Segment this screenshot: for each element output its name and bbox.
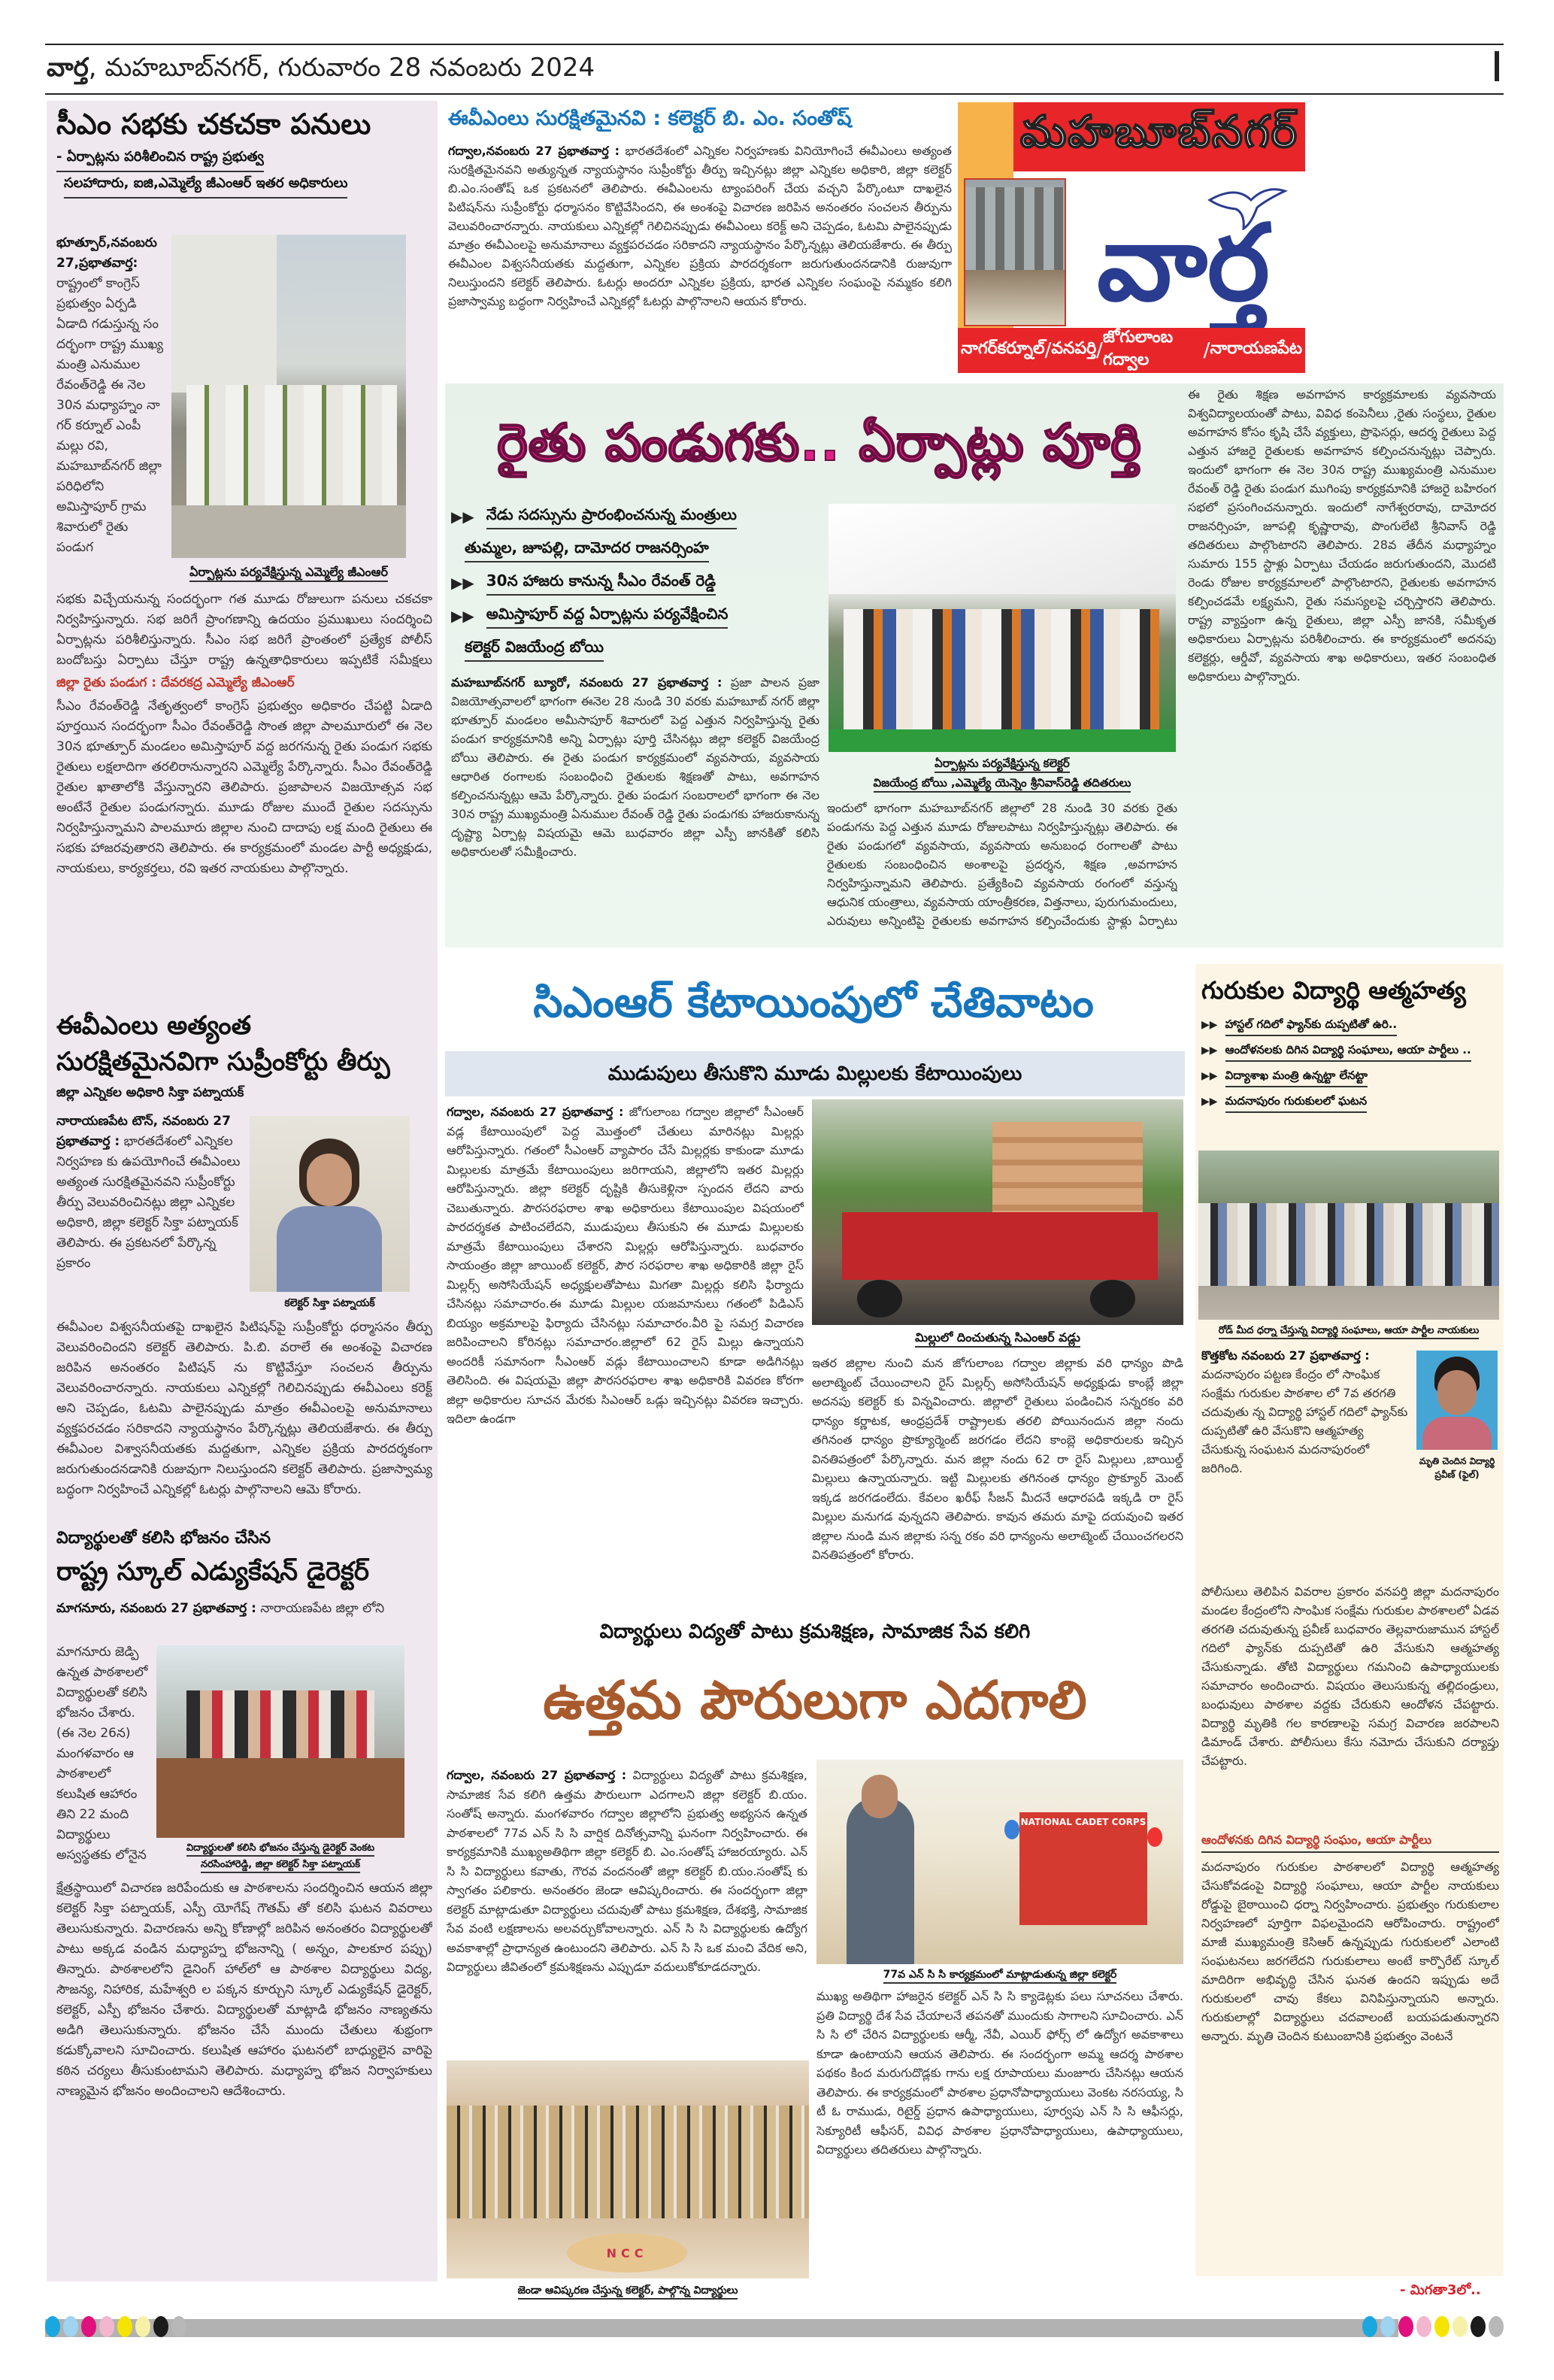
headline: ఉత్తమ పౌరులుగా ఎదగాలి <box>543 1669 1087 1731</box>
registration-dot <box>1434 2316 1449 2337</box>
story-cm-sabha-body-2: సీఎం రేవంత్‌రెడ్డి నేతృత్వంలో కాంగ్రెస్ ప్రభుత్వం అధికారం చేపట్టి ఏడాది పూర్తయిన సందర్భంగా సీఎం రేవంత్‌రెడ్డి సొంత జిల్లా పాలమూరులో ఈ నెల 30న భూత్పూర్ మండలం అమిస్తాపూర్ వద్ద జరగనున్న రైతు పండుగ సభకు రైతులు లక్షలాదిగా తరలిరానున్నారని ఎమ్మెల్యే పేర్కొన్నారు. సీఎం రేవంత్‌రెడ్డి రైతుల ఖాతాలోకి వేస్తున్నారని తెలిపారు. ప్రజాపాలన విజయోత్సవ సభ అంటేనే రైతుల పండుగన్నారు. మూడు రోజుల ముందే రైతుల సదస్సును నిర్వహిస్తున్నామని పాలమూరు జిల్లాల నుంచి దాదాపు లక్ష మంది రైతులు ఈ సభకు హాజరవుతారని తెలిపారు. ఈ కార్యక్రమంలో మండల పార్టీ అధ్యక్షుడు, నాయకులు, కార్యకర్తలు, రవి ఇతర నాయకులు పాల్గొన్నారు. <box>56 699 432 876</box>
registration-dot <box>1380 2316 1395 2337</box>
bullet-item: తుమ్మల, జూపల్లి, దామోదర రాజనర్సింహ <box>451 538 819 562</box>
registration-marks-left <box>45 2316 189 2339</box>
story-rythu-body-right: ఈ రైతు శిక్షణ అవగాహన కార్యక్రమాలకు వ్యవసాయ విశ్వవిద్యాలయంతో పాటు, వివిధ కంపెనీలు ,రైతు సంస్థలు, రైతుల అవగాహన కోసం కృషి చేసే వ్యక్తులు, ప్రొఫెసర్లు, ఆదర్శ రైతులు పెద్ద ఎత్తున హాజరై రైతులకు అవగాహన కల్పించనున్నట్లు చెప్పారు. ఇందులో భాగంగా ఈ నెల 30న రాష్ట్ర ముఖ్యమంత్రి ఎనుముల రేవంత్ రెడ్డి రైతు పండుగ ముగింపు కార్యక్రమానికి హాజరై బహిరంగ సభలో ప్రసంగించనున్నారు. ఇందులో నాగేశ్వరరావు, దామోదర రాజనర్సింహ, జూపల్లి కృష్ణారావు, పొంగులేటి శ్రీనివాస్ రెడ్డి తదితరులు పాల్గొంటారని తెలిపారు. 28వ తేదీన మధ్యాహ్నం సుమారు 155 స్టాళ్లు ఏర్పాటు చేయడం జరుగుతుందని, మొదటి రెండు రోజుల కార్యక్రమాలలో పాల్గొంటారని, రైతులకు అవగాహన కల్పించడమే లక్ష్యమని, రైతు సమస్యలపై చర్చిస్తారని తెలిపారు. రాష్ట్ర వ్యాప్తంగా ఉన్న రైతులు, జిల్లా ఎస్పీ జానకి, సమీకృత అధికారులు ఏర్పాట్లను పరిశీలించారు. ఈ కార్యక్రమంలో అదనపు కలెక్టర్లు, ఆర్డీవో, వ్యవసాయ శాఖ అధికారులు, ఇతర సంబంధిత అధికారులు పాల్గొన్నారు. <box>1188 387 1496 684</box>
headline: సీఎం సభకు చకచకా పనులు <box>56 108 371 141</box>
portrait-caption: మృతి చెందిన విద్యార్థి ప్రవీణ్ (ఫైల్) <box>1419 1456 1495 1480</box>
double-arrow-icon: ▶▶ <box>1201 1096 1218 1108</box>
registration-dot <box>1453 2316 1468 2337</box>
photo-caption: కలెక్టర్ సిక్తా పట్నాయక్ <box>284 1297 375 1309</box>
dam-photo <box>964 178 1066 326</box>
body-text: జోగులాంబ గద్వాల జిల్లాలో సీఎంఆర్ వడ్ల కేటాయింపులో పెద్ద మొత్తంలో చేతులు మారినట్లు మిల్లర్లు ఆరోపిస్తున్నారు. గతంలో సీఎంఆర్ వ్యాపారం చేసే మిల్లర్లకు కాకుండా మూడు మిల్లులకు మాత్రమే కేటాయింపులు జరిగాయని, జిల్లాలోని ఇతర మిల్లర్లు ఆరోపిస్తున్నారు. జిల్లా కలెక్టర్ దృష్టికి తీసుకెళ్లినా స్పందన లేదని వారు చెబుతున్నారు. పౌరసరఫరాల శాఖ అధికారులు కేటాయింపుల విషయంలో పారదర్శకత పాటించలేదని, ముడుపులు తీసుకుని ఈ మూడు మిల్లులకు మాత్రమే కేటాయింపులు చేశారని మిల్లర్లు ఆరోపిస్తున్నారు. బుధవారం సాయంత్రం జిల్లా జాయింట్ కలెక్టర్, పౌర సరఫరాల శాఖ అధికారికి జిల్లా రైస్ మిల్లర్స్ అసోసియేషన్ అధ్యక్షులతోపాటు మిగతా మిల్లర్లు కలిసి ఫిర్యాదు చేసినట్లు సమాచారం.ఈ మూడు మిల్లుల యజమానులు గతంలో పిడిఎస్ బియ్యం అక్రమాలపై ఫిర్యాదు చేసినట్లు సమాచారం.వీరి పై సమగ్ర విచారణ జరిపించాలని కోరినట్లు సమాచారం.జిల్లాలో 62 రైస్ మిల్లు ఉన్నాయని అందరికీ సమానంగా సీఎంఆర్ వడ్లు కేటాయించాలని కూడా అడిగినట్లు తెలిసింది. ఈ విషయమై జిల్లా పౌరసరఫరాల శాఖ అధికారికి వివరణ కోరగా జిల్లా అధికారుల సూచన మేరకు సిఎంఆర్ ఒడ్లు ఇచ్చినట్లు వివరణ ఇచ్చారు. ఇదిలా ఉండగా <box>447 1105 804 1426</box>
dateline: మాగనూరు, నవంబరు 27 ప్రభాతవార్త : <box>56 1601 256 1616</box>
side-text: కు ఉపయోగించే ఈవీఎంలు అత్యంత సురక్షితమైనవని సుప్రీంకోర్టు తీర్పు వెలువరించినట్లు జిల్లా ఎన్నికల అధికారి, జిల్లా కలెక్టర్ సిక్తా పట్నాయక్ తెలిపారు. ఈ ప్రకటనలో పేర్కొన్న ప్రకారం <box>56 1154 241 1271</box>
double-arrow-icon: ▶▶ <box>1201 1044 1218 1057</box>
bullet-item: ▶▶ నేడు సదస్సును ప్రారంభించనున్న మంత్రులు <box>451 505 819 529</box>
bullet-item: ▶▶ అమిస్తాపూర్ వద్ద ఏర్పాట్లను పర్యవేక్షించిన <box>451 605 819 629</box>
dateline: నారాయణపేట టౌన్, నవంబరు 27 ప్రభాతవార్త : <box>56 1114 231 1149</box>
story-school-dateline-line <box>56 1599 432 1639</box>
story-cmr-body <box>447 1102 804 1601</box>
story-rythu-body-mid: ఇందులో భాగంగా మహబూబ్‌నగర్ జిల్లాలో 28 నుండి 30 వరకు రైతు పండుగను పెద్ద ఎత్తున మూడు రోజులపాటు నిర్వహిస్తున్నట్లు తెలిపారు. ఈ రైతు పండుగలో వ్యవసాయ, వ్యవసాయ అనుబంధ రంగాలతో పాటు రైతులకు సంబంధించిన అంశాలపై ప్రదర్శన, శిక్షణ ,అవగాహన నిర్వహిస్తున్నామని తెలిపారు. ప్రత్యేకించి వ్యవసాయ రంగంలో వస్తున్న ఆధునిక యంత్రాలు, వ్యవసాయ యాంత్రీకరణ, విత్తనాలు, పురుగుమందులు, ఎరువులు అన్నింటిపై రైతులకు అవగాహన కల్పించేందుకు స్టాళ్లు ఏర్పాటు <box>827 801 1177 928</box>
separator: / <box>1044 339 1052 362</box>
registration-dot <box>63 2316 78 2337</box>
story-cmr-subhead-band <box>445 1051 1185 1096</box>
registration-marks-right <box>1362 2316 1507 2339</box>
separator: / <box>1203 339 1210 362</box>
side-text: ఏడాది గడుస్తున్న సం దర్భంగా రాష్ట్ర ముఖ్య మంత్రి ఎనుముల రేవంత్‌రెడ్డి ఈ నెల 30న మధ్యాహ్నం నా గర్ కర్నూల్ ఎంపీ మల్లు రవి, మహబూబ్‌నగర్ జిల్లా పరిధిలోని అమిస్తాపూర్ గ్రామ శివారులో రైతు పండుగ <box>56 317 164 555</box>
masthead-logo <box>958 102 1305 373</box>
photo-dharna <box>1198 1151 1499 1320</box>
dateline: గద్వాల,నవంబరు 27 ప్రభాతవార్త : <box>448 144 620 158</box>
photo-cmr-paddy-unloading <box>812 1099 1183 1325</box>
body-text: విద్యార్థులు విద్యతో పాటు క్రమశిక్షణ, సామాజిక సేవ కలిగి ఉత్తమ పౌరులుగా ఎదగాలని జిల్లా కలెక్టర్ బి.యం. సంతోష్ అన్నారు. మంగళవారం గద్వాల జిల్లాలోని ప్రభుత్వ అభ్యసన ఉన్నత పాఠశాలలో 77వ ఎన్ సి సి వార్షిక దినోత్సవాన్ని ఘనంగా నిర్వహించారు. ఈ కార్యక్రమానికి ముఖ్యఅతిథిగా జిల్లా కలెక్టర్ బి. ఎం.సంతోష్ హాజరయ్యారు. ఎన్ సి సి విద్యార్థులు కవాతు, గౌరవ వందనంతో జిల్లా కలెక్టర్ బి.యం.సంతోష్ కు స్వాగతం పలికారు. అనంతరం జెండా ఆవిష్కరించారు. ఈ సందర్భంగా జిల్లా కలెక్టర్ మాట్లాడుతూ విద్యార్థులు చదువుతో పాటు క్రమశిక్షణ, దేశభక్తి, సామాజిక సేవ వంటి లక్షణాలను అలవర్చుకోవాలన్నారు. ఎన్ సి సి విద్యార్థులకు ఉద్యోగ అవకాశాల్లో ప్రాధాన్యత ఉంటుందని తెలిపారు. ఎన్ సి సి ఒక మంచి వేదిక అని, విద్యార్థులు జీవితంలో క్రమశిక్షణను ఎప్పుడూ వదులుకోకూడదన్నారు. <box>447 1768 807 1974</box>
photo-student-portrait <box>1416 1351 1498 1450</box>
bullet-item: ▶▶ ఆందోళనలకు దిగిన విద్యార్థి సంఘాలు, ఆయా పార్టీలు .. <box>1201 1042 1502 1062</box>
photo-students-lunch <box>156 1645 404 1838</box>
story-rythu-body <box>451 673 819 936</box>
dateline: గద్వాల, నవంబరు 27 ప్రభాతవార్త : <box>447 1768 627 1782</box>
subheadline-2: సలహాదారు, ఐజి,ఎమ్మెల్యే జీఎంఆర్ ఇతర అధికారులు <box>64 175 347 199</box>
header-bottom-rule <box>45 93 1504 95</box>
photo-caption-line-2: నరసింహారెడ్డి, జిల్లా కలెక్టర్ సిక్తా పట్నాయక్ <box>156 1857 404 1872</box>
date-text: , మహబూబ్‌నగర్, గురువారం 28 నవంబరు 2024 <box>88 53 595 83</box>
headline-line-2: సురక్షితమైనవిగా సుప్రీంకోర్టు తీర్పు <box>56 1047 390 1077</box>
photo-caption: మిల్లులో దించుతున్న సిఎంఆర్ వడ్లు <box>812 1329 1183 1346</box>
story-gurukula-body: పోలీసులు తెలిపిన వివరాల ప్రకారం వనపర్తి జిల్లా మదనాపురం మండల కేంద్రంలోని సాంఘిక సంక్షేమ గురుకుల పాఠశాలలో ఏడవ తరగతి చదువుతున్న ప్రవీణ్ బుధవారం తెల్లవారుజామున హాస్టల్ గదిలో ఫ్యాన్‌కు దుప్పటితో ఉరి వేసుకుని ఆత్మహత్య చేసుకున్నాడు. తోటి విద్యార్థులు గమనించి ఉపాధ్యాయులకు సమాచారం అందించారు. విషయం తెలుసుకున్న తల్లిదండ్రులు, బంధువులు పాఠశాల వద్దకు చేరుకుని ఆందోళన చేపట్టారు. విద్యార్థి మృతికి గల కారణాలపై సమగ్ర విచారణ జరపాలని డిమాండ్ చేశారు. పోలీసులు కేసు నమోదు చేసుకుని దర్యాప్తు చేపట్టారు. <box>1201 1584 1499 1768</box>
registration-dot <box>135 2316 150 2337</box>
story-rythu-bullets <box>451 505 819 669</box>
photo-caption: జెండా ఆవిష్కరణ చేస్తున్న కలెక్టర్, పాల్గొన్న విద్యార్థులు <box>447 2283 809 2298</box>
photo-collector-inspection <box>828 504 1176 752</box>
lead-text: రాష్ట్రంలో కాంగ్రెస్ ప్రభుత్వం ఏర్పడి <box>56 276 140 311</box>
story-gurukula-body-2: మదనాపురం గురుకుల పాఠశాలలో విద్యార్థి ఆత్మహత్య చేసుకోవడంపై విద్యార్థి సంఘాలు, ఆయా పార్టీల నాయకులు రోడ్డుపై బైఠాయించి ధర్నా నిర్వహించారు. ప్రభుత్వం గురుకులాల నిర్వహణలో పూర్తిగా విఫలమైందని ఆరోపించారు. రాష్ట్రంలో మాజీ ముఖ్యమంత్రి కెసిఆర్ ఉన్నప్పుడు గురుకులలో ఎలాంటి సంఘటనలు జరగలేదని గురుకులాలు అంటే కార్పొరేట్ స్కూల్ మాదిరిగా అభివృద్ధి చేసిన ఘనత ఉందని ఇప్పుడు అదే గురుకులలో చావు కేకలు వినిపిస్తున్నాయని అన్నారు. గురుకులాల్లో విద్యార్థులు చదవాలంటే బయపడుతున్నారని అన్నారు. మృతి చెందిన కుటుంబానికి ప్రభుత్వం వెంటనే <box>1201 1860 1499 2043</box>
story-cm-sabha-side-text <box>56 233 168 558</box>
story-cmr-body-right: ఇతర జిల్లాల నుంచి మన జోగులాంబ గద్వాల జిల్లాకు వరి ధాన్యం పొడి అలాట్మెంట్ చేయించాలని రైస్ మిల్లర్స్ అసోసియేషన్ అధ్యక్షుడు కాంబ్లే జిల్లా అదనపు కలెక్టర్ కు విన్నవించారు. జిల్లాలో రైతులు పండించిన సన్నరకం వరి ధాన్యం కర్ణాటక, ఆంధ్రప్రదేశ్ రాష్ట్రాలకు తరలి పోయినందున జిల్లా నందు తగినంత ధాన్యం ప్రొక్యూర్మెంట్ జరగడం లేదని కాంబ్లె అధికారులకు ఇచ్చిన వినతిపత్రంలో పేర్కొన్నారు. మన జిల్లా నందు 62 రా రైస్ మిల్లులు ,బాయిల్డ్ మిల్లులు ఉన్నాయన్నారు. ఇట్టి మిల్లులకు తగినంత ధాన్యం ప్రొక్యూర్ మెంట్ ఇక్కడ జరగడంలేదు. కేవలం ఖరీఫ్ సీజన్ మీదనే ఆధారపడి ఇక్కడి రా రైస్ మిల్లుల మనుగడ వున్నదని తెలిపారు. కావున తమరు మాపై దయవుంచి ఇతర జిల్లాల నుండి మన జిల్లాకు సన్న రకం వరి ధాన్యంను అలాట్మెంట్ చేయించగలరని వినతిపత్రంలో కోరారు. <box>812 1356 1183 1562</box>
dateline: కొత్తకోట నవంబరు 27 ప్రభాతవార్త : <box>1201 1348 1370 1363</box>
headline: రాష్ట్ర స్కూల్ ఎడ్యుకేషన్ డైరెక్టర్ <box>56 1557 370 1587</box>
dateline: మహబూబ్‌నగర్ బ్యూరో, నవంబరు 27 ప్రభాతవార్త : <box>451 675 722 690</box>
story-uttama-body <box>447 1766 807 2053</box>
story-uttama-kicker <box>445 1617 1185 1647</box>
registration-dot <box>1398 2316 1413 2337</box>
photo-collector-sikta <box>250 1116 410 1292</box>
registration-dot <box>81 2316 96 2337</box>
bullet-item: ▶▶ విద్యాశాఖ మంత్రి ఉన్నట్టా లేనట్టా <box>1201 1068 1502 1087</box>
photo-caption: రోడ్ మీద ధర్నా చేస్తున్న విద్యార్థి సంఘాలు, ఆయా పార్టీల నాయకులు <box>1198 1323 1499 1339</box>
double-arrow-icon: ▶▶ <box>1201 1019 1218 1031</box>
story-school-director <box>56 1527 432 1596</box>
headline: రైతు పండుగకు.. ఏర్పాట్లు పూర్తి <box>497 414 1142 473</box>
story-gurukula <box>1201 972 1502 1146</box>
registration-dot <box>153 2316 168 2337</box>
logo-wordmark: వార్త <box>1097 202 1270 325</box>
lead-text: నారాయణపేట జిల్లా లోని <box>260 1601 385 1616</box>
subheadline: ముడుపులు తీసుకొని మూడు మిల్లులకు కేటాయింపులు <box>607 1063 1022 1085</box>
region-title: మహబూబ్‌నగర్ <box>1020 105 1298 157</box>
body-text: ప్రజా పాలన ప్రజా విజయోత్సవాలలో భాగంగా ఈనెల 28 నుండి 30 వరకు మహబూబ్ నగర్ జిల్లా భూత్పూర్ మండలం అమీసాపూర్ శివారులో పెద్ద ఎత్తున నిర్వహిస్తున్న రైతు పండుగ కార్యక్రమానికి అన్ని ఏర్పాట్లు పూర్తి చేసినట్లు జిల్లా కలెక్టర్ విజయేంద్ర బోయి తెలిపారు. ఈ రైతు పండుగ కార్యక్రమంలో వ్యవసాయ, వ్యవసాయ ఆధారిత రంగాలకు సంబంధించి రైతులకు శిక్షణతో పాటు, అవగాహన కల్పించనున్నట్లు ఆమె పేర్కొన్నారు. రైతు పండుగ సంబరాలలో భాగంగా ఈ నెల 30న రాష్ట్ర ముఖ్యమంత్రి ఏనుముల రేవంత్ రెడ్డి రైతు పండుగకు హాజరుకానున్న దృష్ట్యా ఏర్పాట్ల విషయమై ఆమె బుధవారం జిల్లా ఎస్పీ జానకితో కలిసి అధికారులతో సమీక్షించారు. <box>451 675 819 859</box>
district-name: నాగర్‌కర్నూల్ <box>961 339 1045 358</box>
registration-dot <box>99 2316 114 2337</box>
inline-subhead: ఆందోళనకు దిగిన విద్యార్థి సంఘం, ఆయా పార్టీలు <box>1201 1832 1499 1853</box>
double-arrow-icon: ▶▶ <box>451 574 474 592</box>
registration-dot <box>1416 2316 1431 2337</box>
bullet-item: కలెక్టర్ విజయేంద్ర బోయి <box>451 638 819 662</box>
story-evm-sc-side-text <box>56 1111 243 1314</box>
footer-bar-left <box>45 2319 1398 2337</box>
photo-caption: ఏర్పాట్లను పర్యవేక్షిస్తున్న ఎమ్మెల్యే జీఎంఆర్ <box>171 564 406 581</box>
district-strip <box>958 328 1305 373</box>
photo-collector-speech <box>816 1760 1183 1964</box>
body-text: భారతదేశంలో ఎన్నికల నిర్వహణకు వినియోగించే ఈవీఎంలు అత్యంత సురక్షితమైనవని అత్యున్నత న్యాయస్థానం సుప్రీంకోర్టు తీర్పు ఇచ్చినట్లు జిల్లా ఎన్నికల అధికారి, జిల్లా కలెక్టర్ బి.ఎం.సంతోష్ ఒక ప్రకటనలో తెలిపారు. ఈవీఎంలను ట్యాంపరింగ్ చేయ వచ్చని పేర్కొంటూ దాఖలైన పిటిషన్‌ను సుప్రీంకోర్టు ధర్మాసనం కొట్టివేసిందని, ఈ అంశంపై విచారణ జరిపిన అనంతరం సంచలన తీర్పును వెలువరించారన్నారు. నాయకులు ఎన్నికల్లో గెలిచినప్పుడు ఈవీఎంలు కరెక్ట్ అని చెప్పడం, ఓటమి పాలైనప్పుడు మాత్రం ఈవీఎంలపై అనుమానాలు వ్యక్తపరచడం సరికాదని న్యాయస్థానం పేర్కొన్నట్లు తెలియజేశారు. ఈ తీర్పు ఈవీఎంల విశ్వసనీయతకు మద్దతుగా, ఎన్నికల ప్రక్రియ పారదర్శకంగా జరుగుతుందనడానికి రుజువుగా నిలుస్తుందని కలెక్టర్ తెలిపారు. ఓటర్లు అందరూ ఎన్నికల ప్రక్రియ, భారత ఎన్నికల సంఘంపై నమ్మకం కలిగి ప్రజాస్వామ్య బద్ధంగా నిర్వహించే ఎన్నికల్లో ఓటర్లు పాల్గొనాలని ఆయన కోరారు. <box>448 144 952 308</box>
district-name: జోగులాంబ గద్వాల <box>1102 328 1174 369</box>
continued-marker: - మిగతా3లో.. <box>1400 2282 1481 2298</box>
headline: గురుకుల విద్యార్థి ఆత్మహత్య <box>1201 976 1466 1005</box>
headline: ఈవీఎంలు సురక్షితమైనవి : కలెక్టర్ బి. ఎం. సంతోష్ <box>448 107 852 130</box>
story-cm-sabha-body: సభకు విచ్చేయనున్న సందర్భంగా గత మూడు రోజులుగా పనులు చకచకా నిర్వహిస్తున్నారు. సభ జరిగే ప్రాంగణాన్ని ఉదయం ప్రముఖులు సందర్శించి ఏర్పాట్లను పరిశీలిస్తున్నారు. సీఎం సభ జరిగే ప్రాంతంలో ప్రత్యేక పోలీస్ బందోబస్తు ఏర్పాటు చేస్తూ రాష్ట్ర ఉన్నతాధికారులు ఇప్పటికే సమీక్షలు <box>56 592 432 668</box>
dateline: గద్వాల, నవంబరు 27 ప్రభాతవార్త : <box>447 1105 624 1119</box>
story-rythu-headline <box>451 406 1188 481</box>
kicker: విద్యార్థులతో కలిసి భోజనం చేసిన <box>56 1529 271 1548</box>
photo-caption-line-1: ఏర్పాట్లను పర్యవేక్షిస్తున్న కలెక్టర్ <box>828 755 1176 772</box>
story-uttama-headline <box>445 1651 1185 1749</box>
story-cm-sabha <box>56 104 432 230</box>
registration-dot <box>1362 2316 1377 2337</box>
story-gurukula-lead <box>1201 1346 1409 1572</box>
bullet-item: ▶▶ మదనాపురం గురుకులలో ఘటన <box>1201 1093 1502 1113</box>
photo-ncc-cadets <box>447 2060 809 2278</box>
body-text: మదనాపురం పట్టణ కేంద్రం లో సాంఘిక సంక్షేమ గురుకుల పాఠశాల లో 7వ తరగతి చదువుతు న్న విద్యార్థి హాస్టల్ గదిలో ఫ్యాన్‌కు దుప్పటితో ఉరి వేసుకొని ఆత్మహత్య చేసుకున్న సంఘటన మదనాపురంలో జరిగింది. <box>1201 1367 1408 1475</box>
double-arrow-icon: ▶▶ <box>451 607 474 625</box>
story-cmr-headline <box>445 967 1182 1039</box>
paper-name: వార్త <box>47 53 89 83</box>
registration-dot <box>117 2316 132 2337</box>
kicker: విద్యార్థులు విద్యతో పాటు క్రమశిక్షణ, సామాజిక సేవ కలిగి <box>599 1621 1031 1643</box>
registration-dot <box>1471 2316 1486 2337</box>
registration-dot <box>1489 2316 1504 2337</box>
photo-mla-inspection <box>171 235 406 558</box>
page-marker <box>1495 51 1499 81</box>
photo-caption-line-1: విద్యార్థులతో కలిసి భోజనం చేస్తున్న డైరెక్టర్ వెంకట <box>156 1841 404 1856</box>
headline-line-1: ఈవీఎంలు అత్యంత <box>56 1011 252 1041</box>
district-name: నారాయణపేట <box>1210 339 1302 358</box>
double-arrow-icon: ▶▶ <box>1201 1070 1218 1082</box>
subheadline: జిల్లా ఎన్నికల అధికారి సిక్తా పట్నాయక్ <box>56 1085 244 1100</box>
inline-subhead: జిల్లా రైతు పండుగ : దేవరకద్ర ఎమ్మెల్యే జీఎంఆర్ <box>56 675 295 690</box>
story-uttama-body-right: ముఖ్య అతిథిగా హాజరైన కలెక్టర్ ఎన్ సి సి క్యాడెట్లకు పలు సూచనలు చేశారు. ప్రతి విద్యార్థి దేశ సేవ చేయాలనే తపనతో ముందుకు సాగాలని సూచించారు. ఎన్ సి సి లో చేరిన విద్యార్థులకు ఆర్మీ, నేవీ, ఎయిర్ ఫోర్స్ లో ఉద్యోగ అవకాశాలు కూడా ఉంటాయని ఆయన తెలిపారు. ఈ సందర్భంగా అమ్మ ఆదర్శ పాఠశాల పథకం కింద మరుగుదొడ్లకు గాను లక్ష రూపాయలు మంజూరు చేసినట్లు ఆయన తెలిపారు. ఈ కార్యక్రమంలో పాఠశాల ప్రధానోపాధ్యాయులు వెంకట నరసయ్య, సి టీ ఓ రాముడు, రిటైర్డ్ ప్రధాన ఉపాధ్యాయులు, పూర్వపు ఎన్ సి సి ఆఫీసర్లు, సెక్యూరిటీ ఆఫీసర్, వివిధ పాఠశాల ప్రధానోపాధ్యాయులు, ఉపాధ్యాయులు, విద్యార్థులు తదితరులు పాల్గొన్నారు. <box>816 1989 1183 2157</box>
headline: సిఎంఆర్ కేటాయింపులో చేతివాటం <box>533 978 1094 1027</box>
page-dateline <box>47 53 595 89</box>
photo-caption: 77వ ఎన్ సి సి కార్యక్రమంలో మాట్లాడుతున్న జిల్లా కలెక్టర్ <box>816 1967 1183 1982</box>
registration-dot <box>45 2316 60 2337</box>
bullet-item: ▶▶ 30న హాజరు కానున్న సీఎం రేవంత్ రెడ్డి <box>451 572 819 596</box>
story-evm-santosh <box>448 105 952 405</box>
header-top-rule <box>45 44 1504 45</box>
dateline: భూత్పూర్,నవంబరు 27,ప్రభాతవార్త: <box>56 235 157 271</box>
subheadline-1: - ఏర్పాట్లను పరిశీలించిన రాష్ట్ర ప్రభుత్వ <box>56 149 264 172</box>
lead-text: భారతదేశంలో ఎన్నికల నిర్వహణ <box>56 1134 233 1169</box>
story-evm-supreme-court <box>56 1008 432 1108</box>
banner-text: NATIONAL CADET CORPS <box>1020 1817 1147 1827</box>
bullet-item: ▶▶ హాస్టల్ గదిలో ఫ్యాన్‌కు దుప్పటితో ఉరి.. <box>1201 1017 1502 1036</box>
separator: / <box>1096 339 1103 362</box>
registration-dot <box>171 2316 186 2337</box>
ncc-emblem-text: NCC <box>606 2245 648 2260</box>
district-name: వనపర్తి <box>1051 339 1097 358</box>
story-school-body: క్షేత్రస్థాయిలో విచారణ జరిపేందుకు ఆ పాఠశాలను సందర్శించిన ఆయన జిల్లా కలెక్టర్ సిక్తా పట్నాయక్, ఎస్పీ యోగేష్ గౌతమ్ తో కలిసి ఘటన వివరాలు తెలుసుకున్నారు. విచారణను అన్ని కోణాల్లో జరిపిన అనంతరం విద్యార్థులతో పాటు అక్కడ వండిన మధ్యాహ్న భోజనాన్ని ( అన్నం, పాలకూర పప్పు) తిన్నారు. పాఠశాలలోని డైనింగ్ హాల్‌లో ఆ పాఠశాల విద్యార్థులు విద్య, సౌజన్య, నిహారిక, మహేశ్వరి ల పక్కన కూర్చుని స్కూల్ ఎడ్యుకేషన్ డైరెక్టర్, కలెక్టర్, ఎస్పీ భోజనం చేశారు. విద్యార్థులతో మాట్లాడి భోజనం నాణ్యతను అడిగి తెలుసుకున్నారు. భోజనం చేసే ముందు చేతులు శుభ్రంగా కడుక్కోవాలని సూచించారు. కలుషిత ఆహారం ఘటనలో బాధ్యులైన వారిపై కఠిన చర్యలు తీసుకుంటామని తెలిపారు. మధ్యాహ్న భోజన నిర్వాహకులు నాణ్యమైన భోజనం అందించాలని ఆదేశించారు. <box>56 1881 432 2099</box>
story-evm-sc-body: ఈవీఎంల విశ్వసనీయతపై దాఖలైన పిటిషన్‌పై సుప్రీంకోర్టు ధర్మాసనం తీర్పు వెలువరించిందని కలెక్టర్ తెలిపారు. పి.బి. వరాలే ఈ అంశంపై విచారణ జరిపిన అనంతరం పిటిషన్ ను కొట్టివేస్తూ సంచలన తీర్పును వెలువరించారన్నారు. నాయకులు ఎన్నికల్లో గెలిచినప్పుడు ఈవీఎంలు కరెక్ట్ అని చెప్పడం, ఓటమి పాలైనప్పుడు మాత్రం ఈవీఎంలపై అనుమానాలు వ్యక్తపరచడం సరికాదని న్యాయస్థానం పేర్కొన్నట్లు తెలియజేశారు. ఈ తీర్పు ఈవీఎంల విశ్వాసనీయతకు మద్దతుగా, ఎన్నికల ప్రక్రియ పారదర్శకంగా జరుగుతుందనడానికి రుజువుగా నిలుస్తుందని కలెక్టర్ తెలిపారు. ప్రజాస్వామ్య బద్ధంగా నిర్వహించే ఎన్నికల్లో ఓటర్లు పాల్గొనాలని ఆమె కోరారు. <box>56 1320 432 1497</box>
double-arrow-icon: ▶▶ <box>451 508 474 526</box>
photo-caption-line-2: విజయేంద్ర బోయి ,ఎమ్మెల్యే యెన్నెం శ్రీనివాస్‌రెడ్డి తదితరులు <box>828 775 1176 791</box>
story-school-side-text: మాగనూరు జెడ్పి ఉన్నత పాఠశాలలో విద్యార్థులతో కలిసి భోజనం చేశారు. (ఈ నెల 26న) మంగళవారం ఆ పాఠశాలలో కలుషిత ఆహారం తిని 22 మంది విద్యార్థులు అస్వస్థతకు లోనైన <box>56 1645 148 1863</box>
dove-icon <box>1206 177 1289 233</box>
